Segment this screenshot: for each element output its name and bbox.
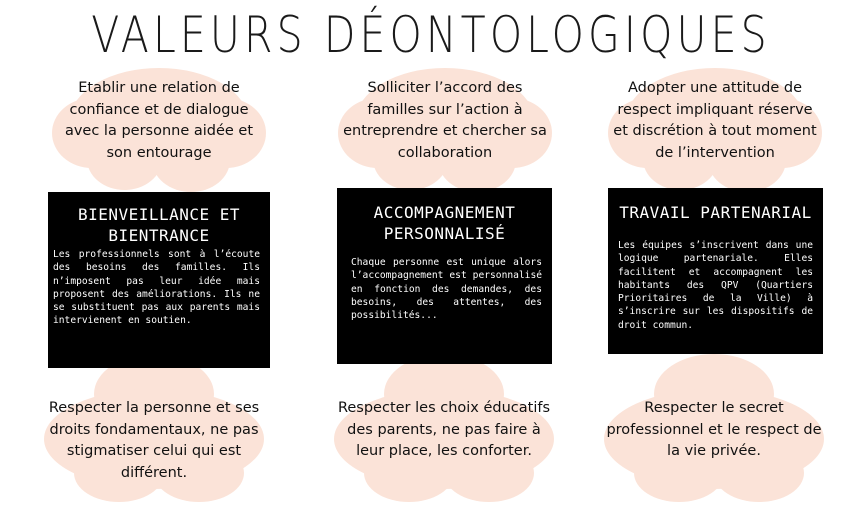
top-cloud-2-text: Solliciter l’accord des familles sur l’action à entreprendre et chercher sa collaboration [343,80,547,161]
top-cloud-3-text: Adopter une attitude de respect impliquant réserve et discrétion à tout moment de l’intervention [613,80,817,161]
top-cloud-1 [52,68,266,194]
box-bienveillance-body: Les professionnels sont à l’écoute des besoins des familles. Ils n’imposent pas leur idée mais proposent des améliorations. Ils ne se substituent pas aux parents mais intervienent en soutien. [53,249,260,327]
box-partenarial [608,188,823,354]
bottom-cloud-1-text: Respecter la personne et ses droits fondamentaux, ne pas stigmatiser celui qui est différent. [48,400,260,481]
top-cloud-2 [338,68,552,194]
box-accompagnement [337,188,552,364]
box-accompagnement-title: ACCOMPAGNEMENT PERSONNALISÉ [373,203,516,243]
box-partenarial-body: Les équipes s’inscrivent dans une logique partenariale. Elles facilitent et accompagnent les habitants des QPV (Quartiers Prioritaires de la Ville) à s’inscrire sur les dispositifs de droit commun. [618,240,813,331]
box-partenarial-title: TRAVAIL PARTENARIAL [619,203,812,222]
box-bienveillance-title: BIENVEILLANCE ET BIENTRANCE [77,205,241,245]
bottom-cloud-3 [604,354,824,502]
box-accompagnement-body: Chaque personne est unique alors l’accompagnement est personnalisé en fonction des demandes, des besoins, des attentes, des possibilités... [351,257,542,322]
top-cloud-1-text: Etablir une relation de confiance et de dialogue avec la personne aidée et son entourage [64,80,254,161]
box-bienveillance [48,192,270,368]
bottom-cloud-2-text: Respecter les choix éducatifs des parents, ne pas faire à leur place, les conforter. [337,400,551,459]
bottom-cloud-2 [334,354,554,502]
top-cloud-3 [608,68,822,194]
bottom-cloud-3-text: Respecter le secret professionnel et le respect de la vie privée. [606,400,822,459]
page-title: VALEURS DÉONTOLOGIQUES [91,6,771,64]
bottom-cloud-1 [44,354,264,502]
